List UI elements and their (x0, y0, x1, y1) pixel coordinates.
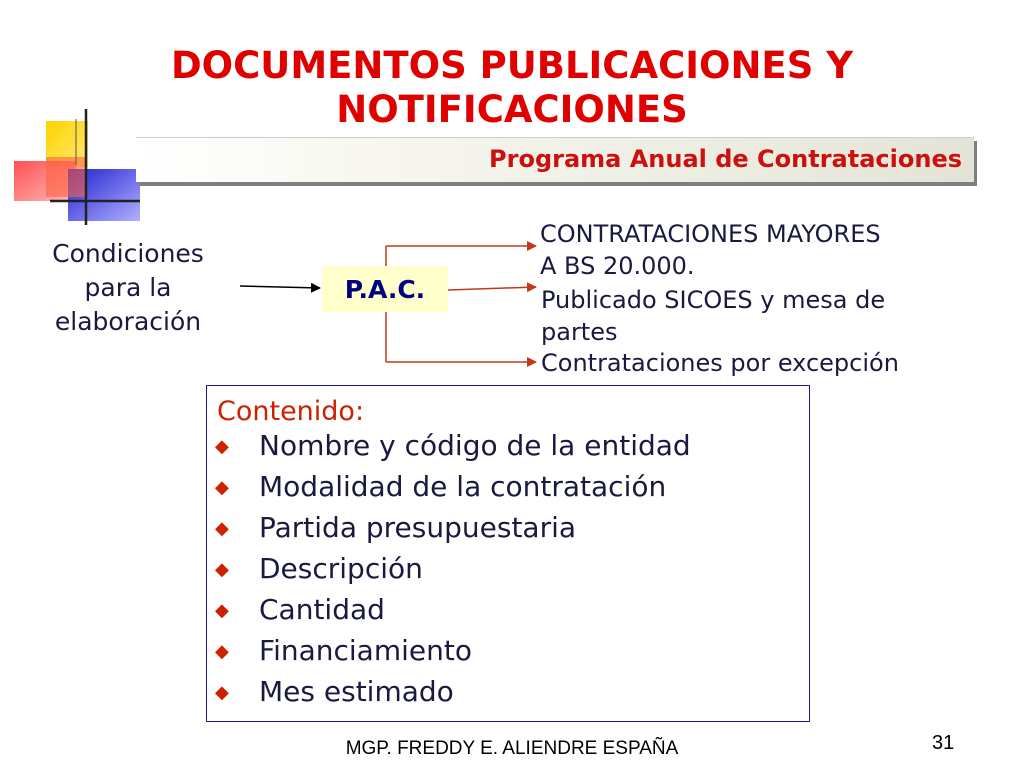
branch-1-text (540, 218, 881, 282)
arrow-branch-2 (448, 287, 536, 290)
slide-title-line1: DOCUMENTOS PUBLICACIONES Y (170, 44, 854, 87)
content-title: Contenido: (217, 396, 365, 427)
content-box (206, 385, 810, 722)
conditions-line2: para la (84, 273, 172, 302)
branch-1-line1: CONTRATACIONES MAYORES (540, 220, 881, 248)
list-item: Partida presupuestaria (259, 511, 577, 544)
footer-author: MGP. FREDDY E. ALIENDRE ESPAÑA (345, 738, 679, 759)
list-item: Nombre y código de la entidad (259, 429, 691, 462)
list-item: Cantidad (259, 593, 385, 626)
diamond-bullet-icon: ◆ (215, 518, 229, 539)
diamond-bullet-icon: ◆ (215, 559, 229, 580)
branch-2-line2: partes (541, 318, 618, 346)
list-item: Modalidad de la contratación (259, 470, 667, 503)
list-item: Mes estimado (259, 675, 454, 708)
branch-1-line2: A BS 20.000. (540, 252, 695, 280)
subtitle-banner-text: Programa Anual de Contrataciones (489, 145, 962, 173)
conditions-line1: Condiciones (52, 239, 204, 268)
page-number: 31 (932, 732, 955, 754)
pac-box: P.A.C. (322, 266, 448, 312)
conditions-line3: elaboración (54, 307, 202, 336)
diamond-bullet-icon: ◆ (215, 682, 229, 703)
diamond-bullet-icon: ◆ (215, 477, 229, 498)
branch-2-line1: Publicado SICOES y mesa de (541, 286, 886, 314)
branch-3-text (541, 347, 899, 379)
list-item: Descripción (259, 552, 423, 585)
diamond-bullet-icon: ◆ (215, 641, 229, 662)
arrow-to-pac (240, 286, 320, 288)
slide-title-line2: NOTIFICACIONES (336, 88, 688, 131)
branch-2-text (541, 284, 885, 348)
branch-3-line1: Contrataciones por excepción (541, 349, 899, 377)
diamond-bullet-icon: ◆ (215, 436, 229, 457)
diamond-bullet-icon: ◆ (215, 600, 229, 621)
list-item: Financiamiento (259, 634, 472, 667)
